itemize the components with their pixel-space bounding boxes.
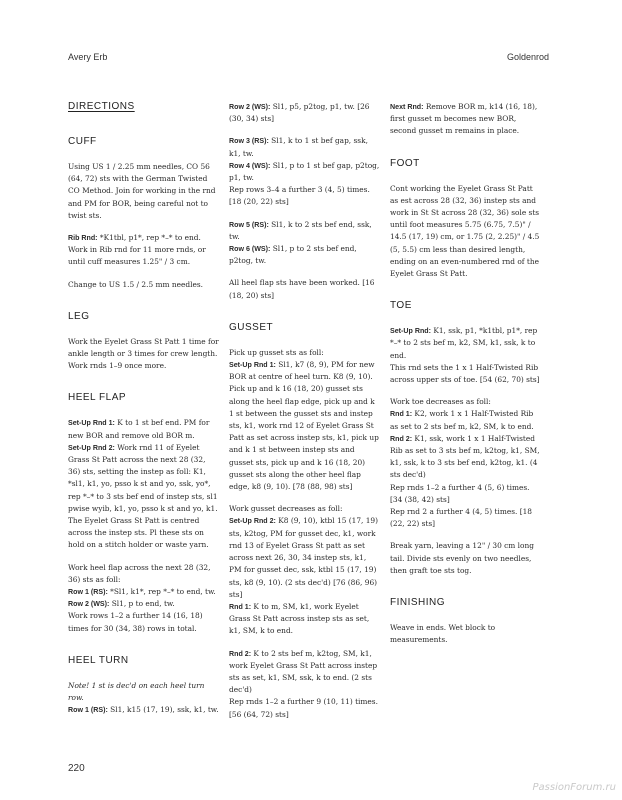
ht-row2-label: Row 2 (WS): (229, 103, 271, 111)
heel-turn-rows (229, 101, 381, 125)
next-rnd-label: Next Rnd: (390, 103, 424, 111)
toe-rnd1-text: K2, work 1 x 1 Half-Twisted Rib as set to 2 sts bef m, k2, SM, k to end. (390, 409, 534, 431)
finishing-instructions: Weave in ends. Wet block to measurements. (390, 623, 496, 645)
ht-row4-label: Row 4 (WS): (229, 161, 271, 170)
heel-turn-note: Note! 1 st is dec'd on each heel turn row. (68, 680, 205, 703)
toe-repeat-1: Rep rnds 1–2 a further 4 (5, 6) times. [34 (38, 42) sts] (390, 482, 530, 504)
pattern-title: Goldenrod (506, 52, 549, 62)
rib-round (68, 232, 220, 269)
heel-turn-rows-5-6 (229, 219, 381, 268)
ht-row6-text: Sl1, p to 2 sts bef end, p2tog, tw. (229, 244, 357, 266)
g-repeat: Rep rnds 1–2 a further 9 (10, 11) times. [56 (64, 72) sts] (229, 697, 378, 719)
g-rnd2-label: Rnd 2: (229, 649, 252, 658)
setup-rnd2-label: Set-Up Rnd 2: (68, 443, 115, 452)
ht-row1-text: Sl1, k15 (17, 19), ssk, k1, tw. (107, 705, 219, 715)
toe-decreases (390, 396, 542, 530)
next-rnd-text: Remove BOR m, k14 (16, 18), first gusset m becomes new BOR, second gusset m remains in place. (390, 102, 538, 136)
column-2 (229, 101, 381, 731)
setup-rnd1-label: Set-Up Rnd 1: (68, 419, 115, 428)
dec-intro: Work gusset decreases as foll: (229, 504, 343, 514)
column-1 (68, 101, 220, 727)
column-3 (390, 101, 542, 657)
g-rnd1-label: Rnd 1: (229, 602, 252, 611)
directions-heading: DIRECTIONS (68, 101, 135, 112)
toe-dec-intro: Work toe decreases as foll: (390, 397, 491, 407)
toe-heading: TOE (390, 300, 412, 312)
heel-flap-heading: HEEL FLAP (68, 392, 127, 404)
heel-complete: All heel flap sts have been worked. [16 (18, 20) sts] (229, 278, 375, 300)
heel-flap-rows (68, 562, 220, 635)
foot-heading: FOOT (390, 157, 420, 169)
hf-row2-text: Sl1, p to end, tw. (109, 599, 175, 609)
cuff-heading: CUFF (68, 136, 97, 147)
leg-instructions: Work the Eyelet Grass St Patt 1 time for ankle length or 3 times for crew length. Work rnds 1–9 once more. (68, 336, 219, 371)
g-setup2-text: K8 (9, 10), ktbl 15 (17, 19) sts, k2tog, PM for gusset dec, k1, work rnd 13 of Eyelet Grass St patt as set across next 26, 30, 34 instep sts, k1, PM for gusset dec, ssk, ktbl 15 (17, 19) sts, k8 (9, 10). (2 sts dec'd) [76 (86, 96) sts] (229, 516, 379, 599)
watermark: PassionForum.ru (532, 782, 616, 793)
finishing-heading: FINISHING (390, 597, 446, 609)
gusset-rnd2 (229, 648, 381, 721)
heel-flap-setup (68, 417, 220, 551)
ht-row6-label: Row 6 (WS): (229, 245, 271, 254)
toe-repeat-2: Rep rnd 2 a further 4 (4, 5) times. [18 (22, 22) sts] (390, 507, 532, 529)
author-name: Avery Erb (68, 52, 108, 62)
setup-rnd2-text: Work rnd 11 of Eyelet Grass St Patt across the next 28 (32, 36) sts, setting the instep as foll: K1, *sl1, k1, yo, psso k st and yo, ssk, yo*, rep *–* to 3 sts bef end of instep sts, sl1 pwise wyib, k1, yo, psso k st and yo, k1. The Eyelet Grass St Patt is centred across the instep sts. Pl these sts on hold on a stitch holder or waste yarn. (68, 442, 218, 550)
g-setup1-label: Set-Up Rnd 1: (229, 361, 276, 370)
ht-row3-text: Sl1, k to 1 st bef gap, ssk, k1, tw. (229, 136, 368, 158)
g-setup1-text: Sl1, k7 (8, 9), PM for new BOR at centre of heel turn. K8 (9, 10). Pick up and k 16 (18, 20) gusset sts along the heel flap edge, pick up and k 1 st between the gusset sts and instep sts, k1, work rnd 12 of Eyelet Grass St Patt as set across instep sts, k1, pick up and k 1 st between instep sts and gusset sts, pick up and k 16 (18, 20) gusset sts along the other heel flap edge, k8 (9, 10). [78 (88, 98) sts] (229, 360, 379, 492)
g-rnd1-text: K to m, SM, k1, work Eyelet Grass St Patt across instep sts as set, k1, SM, k to end. (229, 601, 370, 636)
toe-setup-label: Set-Up Rnd: (390, 327, 431, 336)
toe-setup (390, 325, 542, 386)
next-round (390, 101, 542, 138)
toe-setup-text: K1, ssk, p1, *k1tbl, p1*, rep *–* to 2 sts bef m, k2, SM, k1, ssk, k to end. (390, 326, 538, 360)
needle-change: Change to US 1.5 / 2.5 mm needles. (68, 279, 203, 289)
break-yarn: Break yarn, leaving a 12" / 30 cm long tail. Divide sts evenly on two needles, then graft toe sts tog. (390, 541, 534, 575)
ht-row5-text: Sl1, k to 2 sts bef end, ssk, tw. (229, 219, 372, 241)
pickup-intro: Pick up gusset sts as foll: (229, 347, 324, 357)
heel-turn-rows-3-4 (229, 135, 381, 208)
toe-rnd2-label: Rnd 2: (390, 434, 413, 443)
gusset-pickup (229, 347, 381, 493)
ht-row2-text: Sl1, p5, p2tog, p1, tw. [26 (30, 34) sts] (229, 102, 370, 124)
g-setup2-label: Set-Up Rnd 2: (229, 517, 276, 526)
ht-row3-label: Row 3 (RS): (229, 137, 269, 146)
ht-row1-label: Row 1 (RS): (68, 706, 108, 715)
page-number: 220 (68, 763, 85, 774)
heel-turn-heading: HEEL TURN (68, 654, 129, 666)
ht-repeat: Rep rows 3–4 a further 3 (4, 5) times. [18 (20, 22) sts] (229, 185, 370, 207)
g-rnd2-text: K to 2 sts bef m, k2tog, SM, k1, work Eyelet Grass St Patt across instep sts as set, k1, SM, ssk, k to end. (2 sts dec'd) (229, 648, 378, 695)
leg-heading: LEG (68, 310, 90, 322)
heel-flap-intro: Work heel flap across the next 28 (32, 36) sts as foll: (68, 562, 211, 584)
rib-round-label: Rib Rnd: (68, 234, 98, 243)
toe-rib-note: This rnd sets the 1 x 1 Half-Twisted Rib across upper sts of toe. [54 (62, 70) sts] (390, 362, 540, 385)
gusset-heading: GUSSET (229, 321, 274, 333)
gusset-decreases (229, 503, 381, 637)
setup-rnd1-text: K to 1 st bef end. PM for new BOR and remove old BOR m. (68, 418, 210, 440)
foot-instructions: Cont working the Eyelet Grass St Patt as est across 28 (32, 36) instep sts and work in St St across 28 (32, 36) sole sts until foot measures 5.75 (6.75, 7.5)" / 14.5 (17, 19) cm, or 1.75 (2, 2.25)" / 4.5 (5, 5.5) cm less than desired length, ending on an even-numbered rnd of the Eyelet Grass St Patt. (390, 183, 540, 279)
ht-row5-label: Row 5 (RS): (229, 220, 269, 229)
ht-row4-text: Sl1, p to 1 st bef gap, p2tog, p1, tw. (229, 160, 380, 183)
rib-round-text: *K1tbl, p1*, rep *–* to end. Work in Rib rnd for 11 more rnds, or until cuff measures 1.25" / 3 cm. (68, 233, 206, 267)
toe-rnd2-text: K1, ssk, work 1 x 1 Half-Twisted Rib as set to 3 sts bef m, k2tog, k1, SM, k1, ssk, k to 3 sts bef end, k2tog, k1. (4 sts dec'd) (390, 433, 540, 480)
hf-row2-label: Row 2 (WS): (68, 600, 110, 609)
hf-row1-label: Row 1 (RS): (68, 588, 108, 597)
hf-row1-text: *Sl1, k1*, rep *–* to end, tw. (107, 587, 216, 597)
cuff-instructions: Using US 1 / 2.25 mm needles, CO 56 (64, 72) sts with the German Twisted CO Method. Join for working in the rnd and PM for BOR, being careful not to twist sts. (68, 162, 216, 220)
heel-turn-start (68, 680, 220, 717)
hf-repeat: Work rows 1–2 a further 14 (16, 18) times for 30 (34, 38) rows in total. (68, 611, 203, 633)
toe-rnd1-label: Rnd 1: (390, 410, 413, 419)
